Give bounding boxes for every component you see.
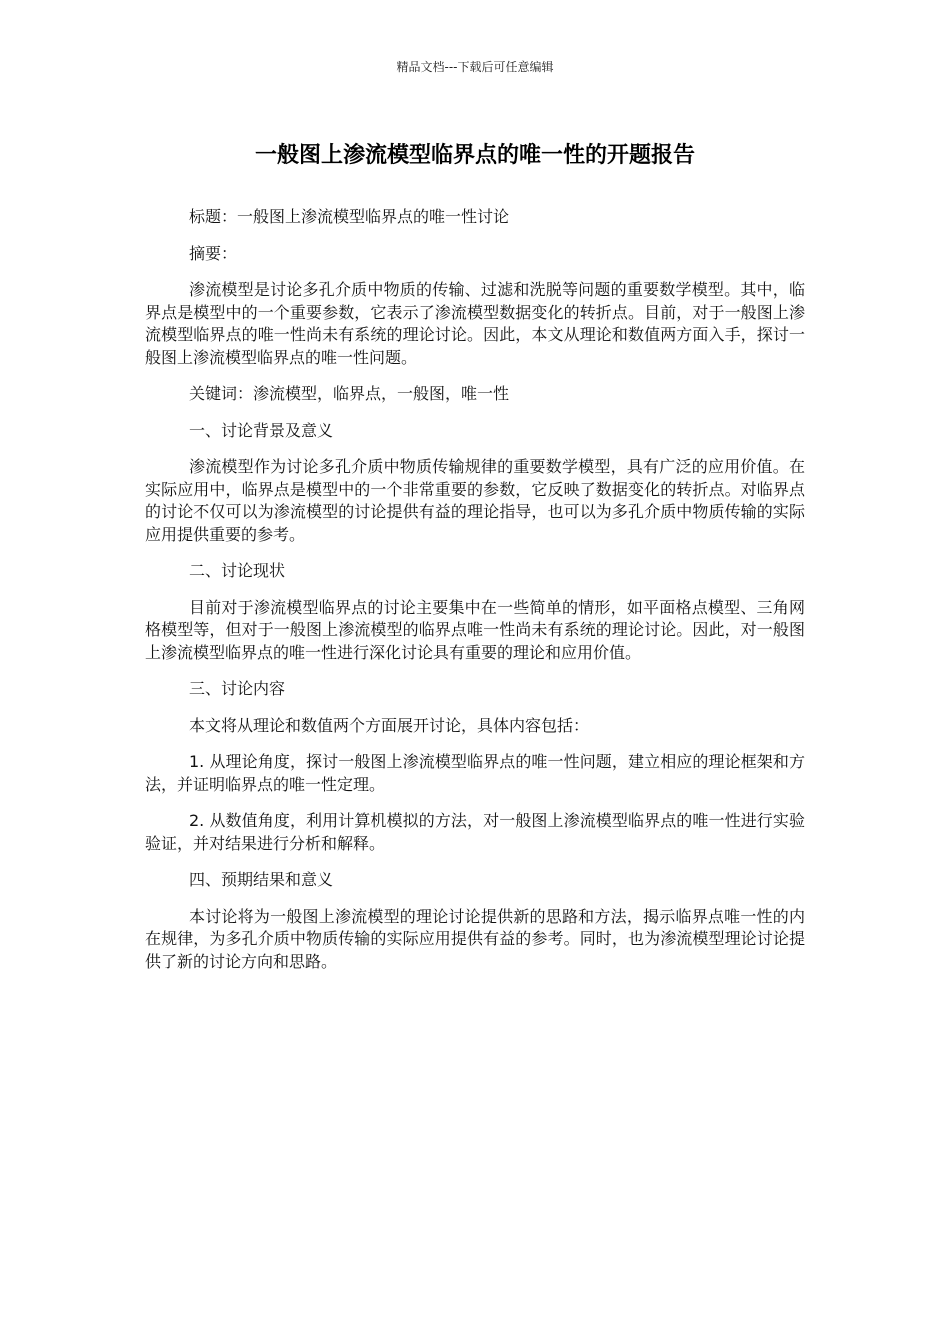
content-intro-paragraph: 本文将从理论和数值两个方面展开讨论，具体内容包括： bbox=[189, 715, 590, 735]
background-paragraph: 渗流模型作为讨论多孔介质中物质传输规律的重要数学模型，具有广泛的应用价值。在实际应用中，临界点是模型中的一个非常重要的参数，它反映了数据变化的转折点。对临界点的讨论不仅可以为渗流模型的讨论提供有益的理论指导，也可以为多孔介质中物质传输的实际应用提供重要的参考。 bbox=[145, 457, 805, 544]
document-body bbox=[145, 206, 805, 987]
section-heading-background: 一、讨论背景及意义 bbox=[189, 420, 334, 440]
expected-paragraph: 本讨论将为一般图上渗流模型的理论讨论提供新的思路和方法，揭示临界点唯一性的内在规律，为多孔介质中物质传输的实际应用提供有益的参考。同时，也为渗流模型理论讨论提供了新的讨论方向和思路。 bbox=[145, 906, 805, 971]
subject-line: 标题：一般图上渗流模型临界点的唯一性讨论 bbox=[189, 207, 510, 226]
content-item-2: 2. 从数值角度，利用计算机模拟的方法，对一般图上渗流模型临界点的唯一性进行实验验证，并对结果进行分析和解释。 bbox=[145, 811, 805, 853]
document-title: 一般图上渗流模型临界点的唯一性的开题报告 bbox=[254, 143, 695, 168]
content-item-1: 1. 从理论角度，探讨一般图上渗流模型临界点的唯一性问题，建立相应的理论框架和方法，并证明临界点的唯一性定理。 bbox=[145, 752, 805, 794]
section-heading-expected: 四、预期结果和意义 bbox=[189, 870, 334, 889]
abstract-paragraph: 渗流模型是讨论多孔介质中物质的传输、过滤和洗脱等问题的重要数学模型。其中，临界点是模型中的一个重要参数，它表示了渗流模型数据变化的转折点。目前，对于一般图上渗流模型临界点的唯一性尚未有系统的理论讨论。因此，本文从理论和数值两方面入手，探讨一般图上渗流模型临界点的唯一性问题。 bbox=[145, 280, 805, 367]
status-paragraph: 目前对于渗流模型临界点的讨论主要集中在一些简单的情形，如平面格点模型、三角网格模型等，但对于一般图上渗流模型的临界点唯一性尚未有系统的理论讨论。因此，对一般图上渗流模型临界点的唯一性进行深化讨论具有重要的理论和应用价值。 bbox=[145, 597, 805, 662]
keywords-line: 关键词：渗流模型，临界点，一般图，唯一性 bbox=[189, 384, 510, 403]
header-note: 精品文档---下载后可任意编辑 bbox=[396, 60, 554, 74]
section-heading-content: 三、讨论内容 bbox=[189, 679, 286, 698]
section-heading-status: 二、讨论现状 bbox=[189, 561, 286, 580]
abstract-heading: 摘要： bbox=[189, 243, 238, 263]
